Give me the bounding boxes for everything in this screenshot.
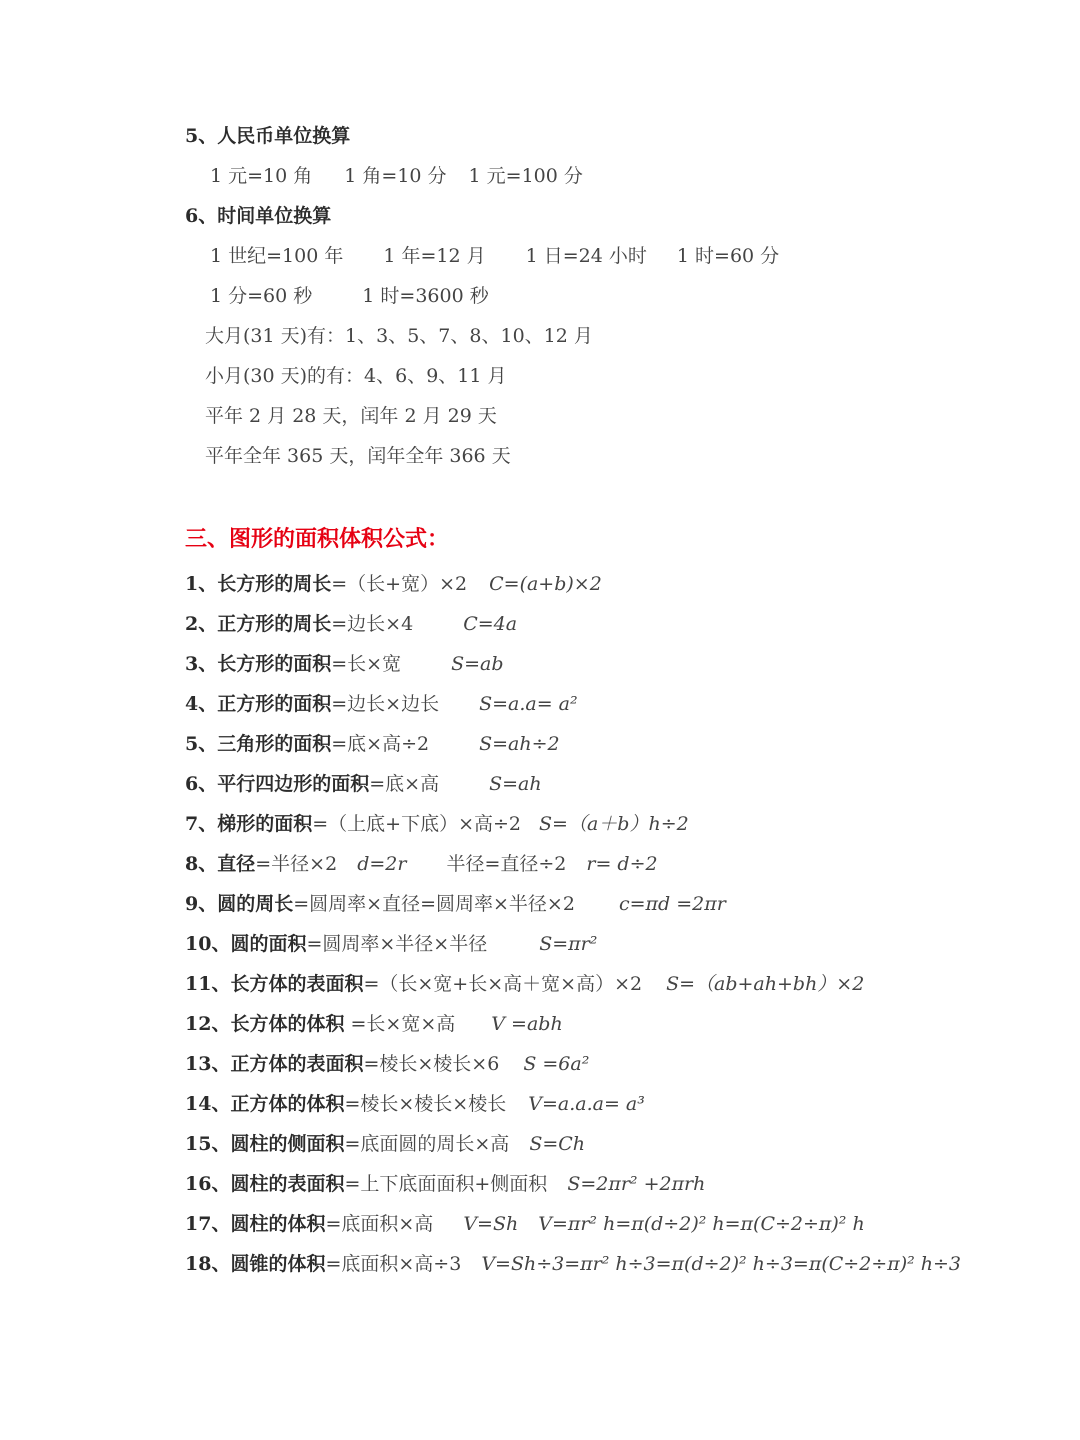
formula-number: 6、 bbox=[185, 773, 218, 795]
formula-symbolic: d=2r bbox=[357, 853, 407, 875]
formula-row bbox=[185, 810, 689, 838]
formula-number: 12、 bbox=[185, 1013, 231, 1035]
formula-name: 正方形的周长 bbox=[217, 613, 332, 635]
formula-symbolic: V =abh bbox=[491, 1013, 563, 1035]
formula-row bbox=[185, 690, 578, 718]
formula-number: 7、 bbox=[185, 813, 218, 835]
formula-definition: =底面圆的周长×高 bbox=[344, 1133, 510, 1155]
formula-definition: =底面积×高 bbox=[325, 1213, 434, 1235]
formula-name: 长方形的周长 bbox=[217, 573, 332, 595]
conversion-item: 1 元=10 角 bbox=[210, 165, 313, 187]
formula-definition: =底面积×高÷3 bbox=[325, 1253, 462, 1275]
note-line: 平年 2 月 28 天，闰年 2 月 29 天 bbox=[205, 405, 497, 427]
formula-symbolic: C=(a+b)×2 bbox=[489, 573, 602, 595]
formula-name: 平行四边形的面积 bbox=[217, 773, 370, 795]
formula-row bbox=[185, 1170, 705, 1198]
formula-number: 1、 bbox=[185, 573, 218, 595]
conversion-item: 1 分=60 秒 bbox=[210, 285, 313, 307]
formula-row bbox=[185, 970, 864, 998]
formula-definition: 半径=直径÷2 bbox=[446, 853, 567, 875]
formula-definition: =圆周率×直径=圆周率×半径×2 bbox=[293, 893, 575, 915]
conversion-item: 1 元=100 分 bbox=[468, 165, 583, 187]
formula-number: 14、 bbox=[185, 1093, 231, 1115]
formula-number: 18、 bbox=[185, 1253, 231, 1275]
formula-name: 长方形的面积 bbox=[217, 653, 332, 675]
formula-name: 直径 bbox=[217, 853, 256, 875]
formula-name: 正方形的面积 bbox=[217, 693, 332, 715]
conversion-item: 1 时=60 分 bbox=[676, 245, 780, 267]
formula-symbolic: S=Ch bbox=[529, 1133, 586, 1155]
formula-number: 13、 bbox=[185, 1053, 231, 1075]
formula-number: 9、 bbox=[185, 893, 218, 915]
formula-row bbox=[185, 1130, 585, 1158]
formula-number: 10、 bbox=[185, 933, 231, 955]
formula-number: 2、 bbox=[185, 613, 218, 635]
formula-symbolic: V=Sh bbox=[463, 1213, 519, 1235]
formula-row bbox=[185, 730, 560, 758]
formula-definition: =长×宽×高 bbox=[344, 1013, 456, 1035]
formula-definition: =（长+宽）×2 bbox=[331, 573, 468, 595]
note-line: 大月(31 天)有：1、3、5、7、8、10、12 月 bbox=[205, 325, 593, 347]
conversion-item: 1 时=3600 秒 bbox=[362, 285, 489, 307]
formula-symbolic: V=Sh÷3=πr² h÷3=π(d÷2)² h÷3=π(C÷2÷π)² h÷3 bbox=[481, 1253, 962, 1275]
formula-name: 三角形的面积 bbox=[217, 733, 332, 755]
formula-definition: =底×高÷2 bbox=[331, 733, 430, 755]
formula-number: 8、 bbox=[185, 853, 218, 875]
formula-symbolic: c=πd =2πr bbox=[618, 893, 726, 915]
conversion-item: 1 日=24 小时 bbox=[525, 245, 647, 267]
formula-number: 15、 bbox=[185, 1133, 231, 1155]
formula-row bbox=[185, 650, 504, 678]
formula-name: 正方体的体积 bbox=[230, 1093, 345, 1115]
formula-number: 16、 bbox=[185, 1173, 231, 1195]
formula-definition: =边长×4 bbox=[331, 613, 414, 635]
section-6-heading: 6、时间单位换算 bbox=[185, 205, 332, 227]
formula-name: 梯形的面积 bbox=[217, 813, 313, 835]
conversion-item: 1 世纪=100 年 bbox=[210, 245, 344, 267]
currency-conversions bbox=[210, 162, 583, 190]
conversion-item: 1 年=12 月 bbox=[383, 245, 486, 267]
time-conversions-row-1 bbox=[210, 242, 779, 270]
formula-name: 圆柱的表面积 bbox=[230, 1173, 345, 1195]
section-5-heading: 5、人民币单位换算 bbox=[185, 125, 351, 147]
formula-row bbox=[185, 1050, 589, 1078]
formula-symbolic: S=（a＋b）h÷2 bbox=[539, 813, 689, 835]
formula-name: 圆柱的侧面积 bbox=[230, 1133, 345, 1155]
formula-symbolic: S=πr² bbox=[539, 933, 598, 955]
formula-definition: =半径×2 bbox=[255, 853, 338, 875]
formula-symbolic: S=2πr² +2πrh bbox=[567, 1173, 706, 1195]
formula-name: 圆的周长 bbox=[217, 893, 294, 915]
formula-definition: =棱长×棱长×棱长 bbox=[344, 1093, 507, 1115]
section-title-formulas: 三、图形的面积体积公式： bbox=[185, 526, 450, 552]
formula-symbolic: r= d÷2 bbox=[586, 853, 658, 875]
formula-row bbox=[185, 890, 726, 918]
formula-number: 17、 bbox=[185, 1213, 231, 1235]
formula-row bbox=[185, 1210, 865, 1238]
formula-row bbox=[185, 1250, 961, 1278]
formula-definition: =边长×边长 bbox=[331, 693, 440, 715]
formula-symbolic: S=a.a= a² bbox=[479, 693, 578, 715]
formula-definition: =（长×宽+长×高＋宽×高）×2 bbox=[363, 973, 643, 995]
formula-definition: =上下底面面积+侧面积 bbox=[344, 1173, 548, 1195]
formula-symbolic: S =6a² bbox=[523, 1053, 590, 1075]
formula-number: 4、 bbox=[185, 693, 218, 715]
formula-name: 长方体的表面积 bbox=[230, 973, 364, 995]
formula-name: 长方体的体积 bbox=[230, 1013, 345, 1035]
formula-number: 11、 bbox=[185, 973, 231, 995]
formula-number: 5、 bbox=[185, 733, 218, 755]
formula-row bbox=[185, 850, 658, 878]
formula-definition: =（上底+下底）×高÷2 bbox=[312, 813, 522, 835]
note-line: 平年全年 365 天，闰年全年 366 天 bbox=[205, 445, 511, 467]
formula-symbolic: S=ah÷2 bbox=[479, 733, 560, 755]
formula-row bbox=[185, 610, 517, 638]
conversion-item: 1 角=10 分 bbox=[344, 165, 447, 187]
time-conversions-row-2 bbox=[210, 282, 489, 310]
formula-symbolic: V=πr² h=π(d÷2)² h=π(C÷2÷π)² h bbox=[538, 1213, 865, 1235]
formula-row bbox=[185, 570, 602, 598]
formula-definition: =底×高 bbox=[369, 773, 440, 795]
formula-name: 圆锥的体积 bbox=[230, 1253, 326, 1275]
formula-row bbox=[185, 930, 597, 958]
formula-row bbox=[185, 770, 542, 798]
formula-symbolic: C=4a bbox=[463, 613, 518, 635]
note-line: 小月(30 天)的有：4、6、9、11 月 bbox=[205, 365, 507, 387]
formula-name: 正方体的表面积 bbox=[230, 1053, 364, 1075]
formula-symbolic: S=ab bbox=[451, 653, 504, 675]
formula-name: 圆的面积 bbox=[230, 933, 307, 955]
formula-number: 3、 bbox=[185, 653, 218, 675]
formula-row bbox=[185, 1090, 645, 1118]
formula-symbolic: S=（ab+ah+bh）×2 bbox=[666, 973, 865, 995]
formula-definition: =长×宽 bbox=[331, 653, 402, 675]
formula-definition: =棱长×棱长×6 bbox=[363, 1053, 500, 1075]
formula-row bbox=[185, 1010, 563, 1038]
formula-symbolic: S=ah bbox=[489, 773, 542, 795]
formula-definition: =圆周率×半径×半径 bbox=[306, 933, 488, 955]
formula-name: 圆柱的体积 bbox=[230, 1213, 326, 1235]
formula-symbolic: V=a.a.a= a³ bbox=[528, 1093, 645, 1115]
